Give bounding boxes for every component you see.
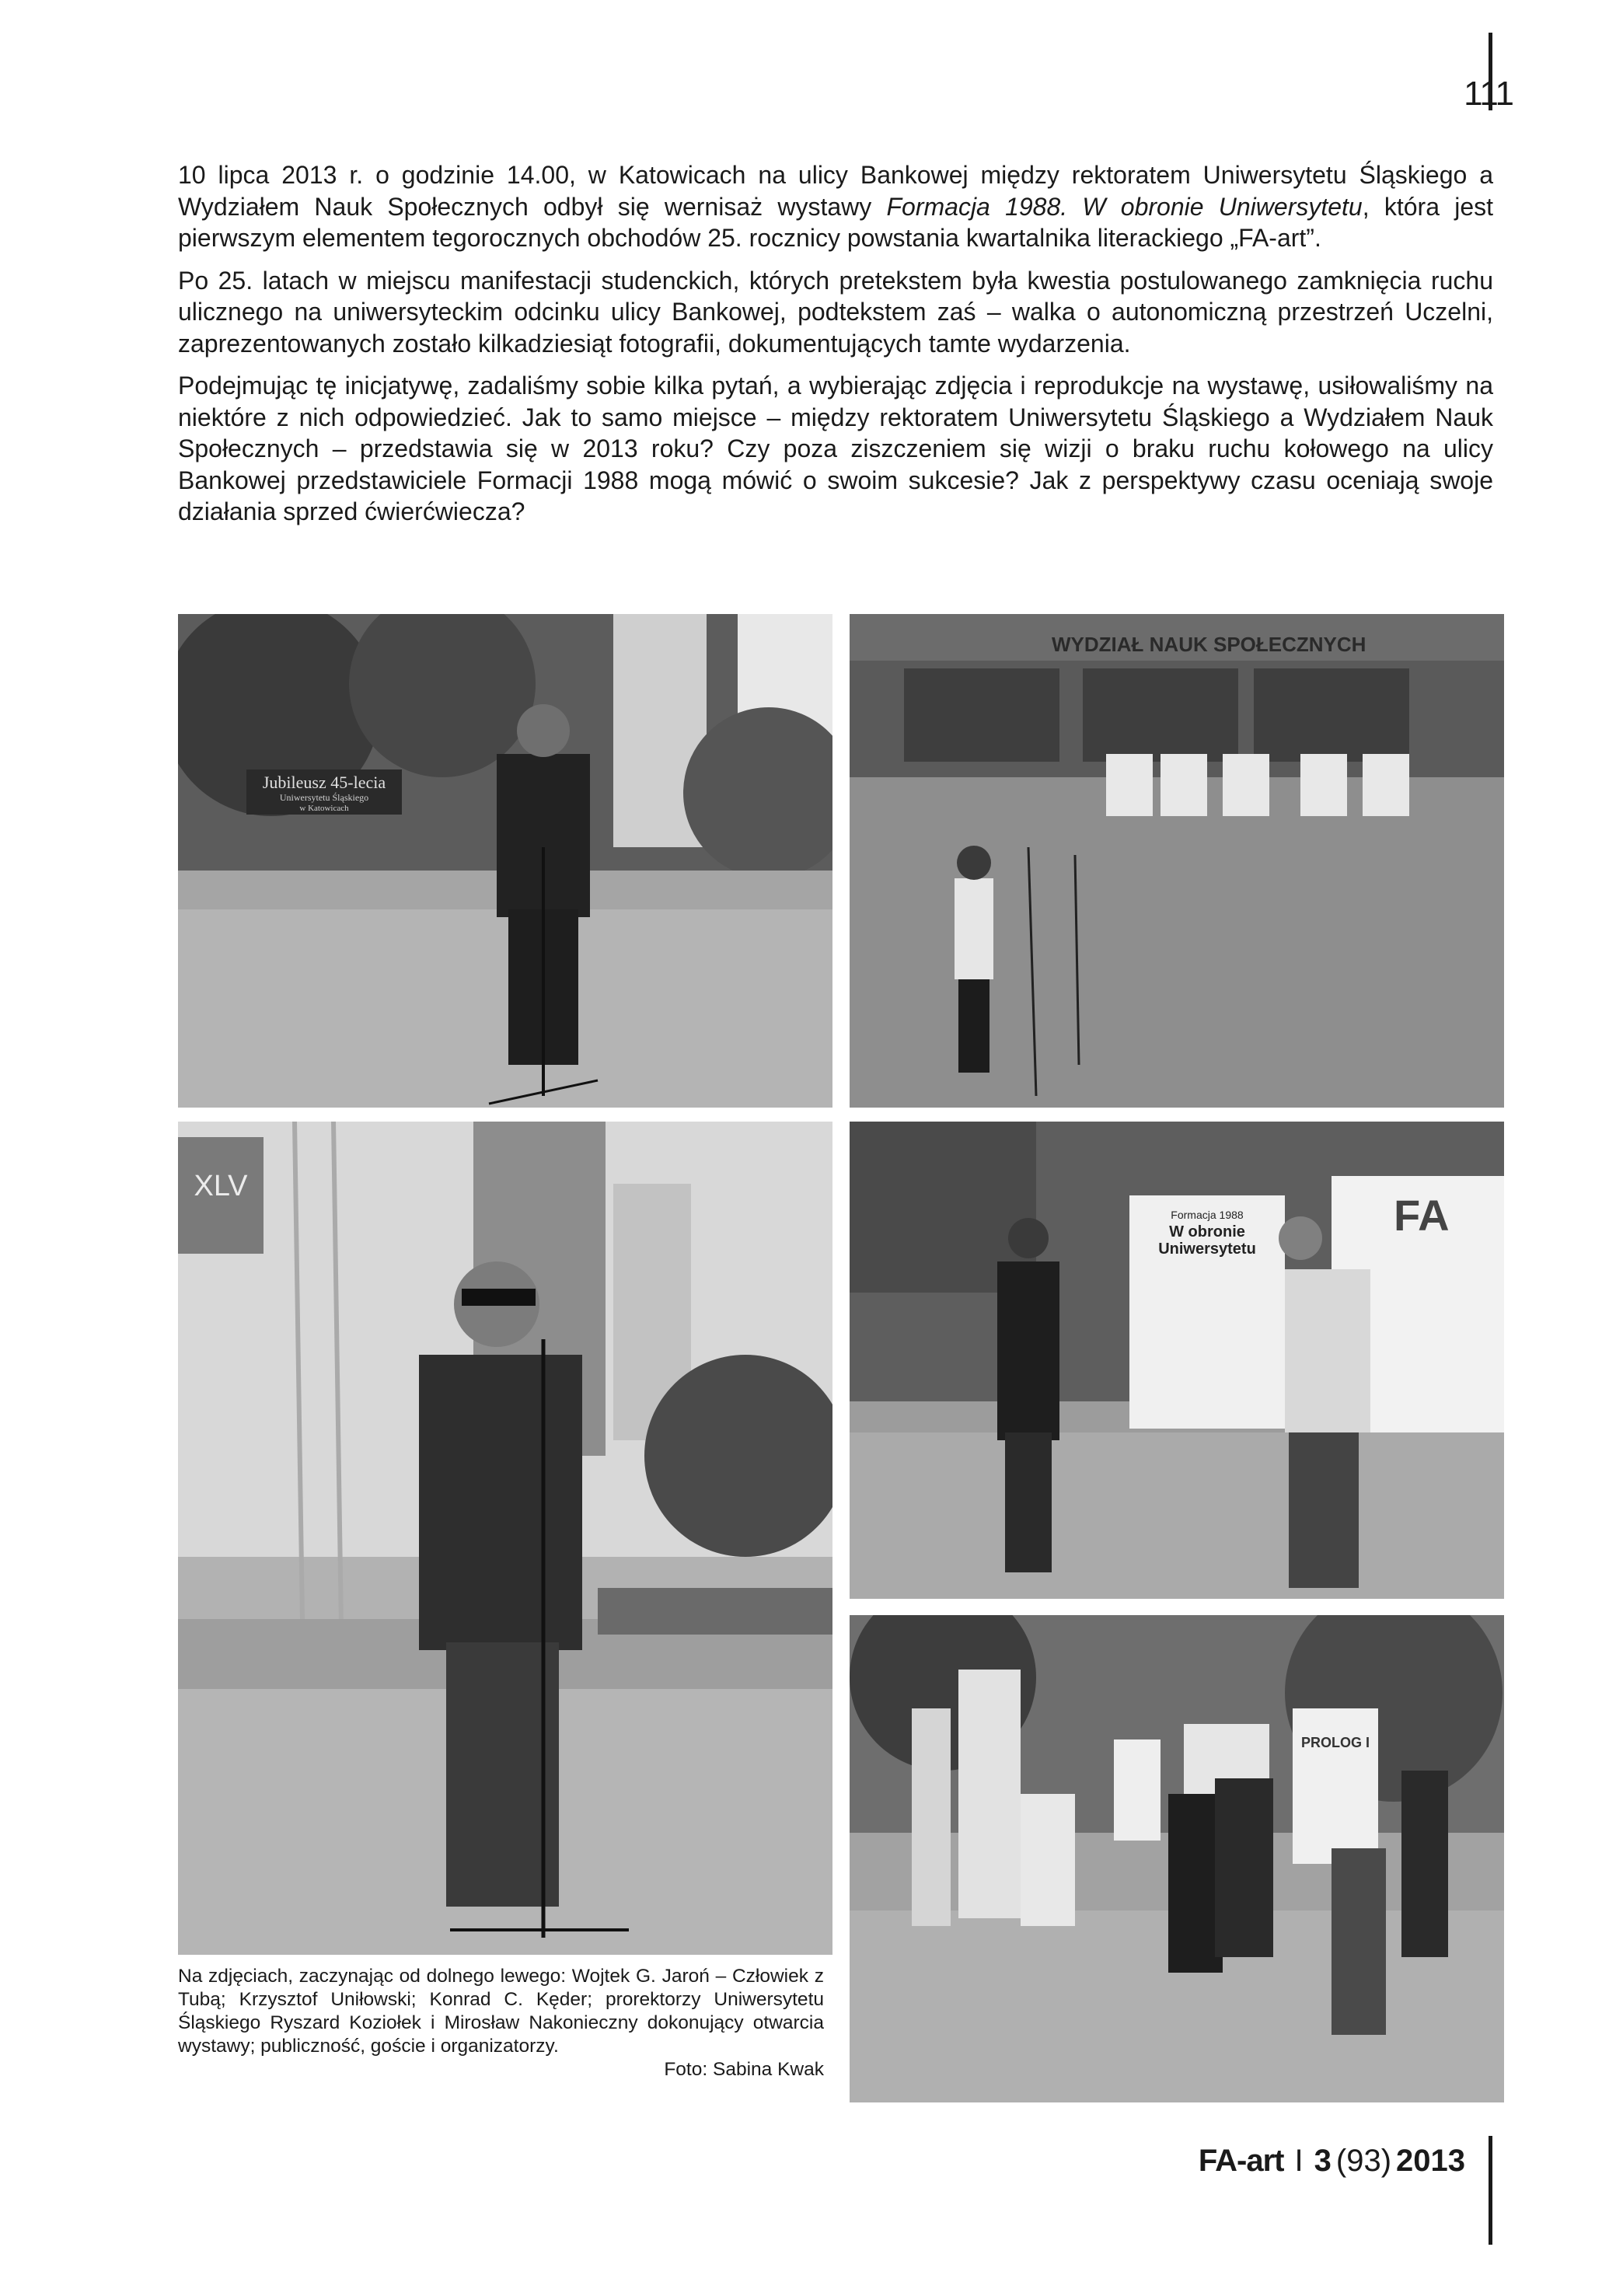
- paragraph-text: Po 25. latach w miejscu manifestacji studenckich, których pretekstem była kwestia postulowanego zamknięcia ruchu ulicznego na uniwersyteckim odcinku ulicy Bankowej, podtekstem zaś – walka o autonomiczną przestrzeń Uczelni, zaprezentowanych zostało kilkadziesiąt fotografii, dokumentujących tamte wydarzenia.: [178, 266, 1493, 358]
- italic-title: Formacja 1988. W obronie Uniwersytetu: [886, 192, 1363, 221]
- photo-caption: [178, 1965, 824, 2081]
- issue-year: 2013: [1396, 2144, 1465, 2178]
- poster-fa: FA: [1394, 1191, 1450, 1240]
- banner-line1: Jubileusz 45-lecia: [262, 773, 386, 792]
- article-paragraph: [178, 159, 1493, 254]
- issue-sequence: (93): [1335, 2144, 1392, 2178]
- journal-brand: FA-art: [1198, 2144, 1284, 2178]
- photo-prorector-speech: [178, 614, 832, 1108]
- paragraph-text: Podejmując tę inicjatywę, zadaliśmy sobie kilka pytań, a wybierając zdjęcia i reprodukcje na wystawę, usiłowaliśmy na niektóre z nich odpowiedzieć. Jak to samo miejsce – między rektoratem Uniwersytetu Śląskiego a Wydziałem Nauk Społecznych – przedstawia się w 2013 roku? Czy poza ziszczeniem się wizji o braku ruchu kołowego na ulicy Bankowej przedstawiciele Formacji 1988 mogą mówić o swoim sukcesie? Jak z perspektywy czasu oceniają swoje działania sprzed ćwierćwiecza?: [178, 372, 1493, 525]
- article-paragraph: [178, 265, 1493, 360]
- photo-credit: Foto: Sabina Kwak: [664, 2059, 824, 2080]
- issue-number: 3: [1314, 2144, 1332, 2178]
- banner-line2: Uniwersytetu Śląskiego: [279, 792, 369, 803]
- poster-line2: W obronie: [1169, 1223, 1245, 1240]
- bottom-rule: [1489, 2136, 1492, 2245]
- photo-man-with-microphone: [178, 1122, 832, 1955]
- paragraph-text: 10 lipca 2013 r. o godzinie 14.00, w Katowicach na ulicy Bankowej między rektoratem Uniwersytetu Śląskiego a Wydziałem Nauk Społecznych odbył się wernisaż wystawy: [178, 161, 1493, 221]
- photo-speaker-microphones: [850, 614, 1504, 1108]
- poster-prolog: PROLOG I: [1300, 1735, 1370, 1750]
- photo-audience-exhibition: [850, 1615, 1504, 2102]
- footer-separator: I: [1294, 2144, 1304, 2178]
- article-paragraph: [178, 370, 1493, 528]
- poster-line3: Uniwersytetu: [1158, 1240, 1256, 1258]
- journal-footer: [1199, 2144, 1465, 2179]
- caption-text: Na zdjęciach, zaczynając od dolnego lewego: Wojtek G. Jaroń – Człowiek z Tubą; Krzysztof Uniłowski; Konrad C. Kęder; prorektorzy Uniwersytetu Śląskiego Ryszard Koziołek i Mirosław Nakonieczny dokonujący otwarcia wystawy; publiczność, goście i organizatorzy.: [178, 1966, 824, 2057]
- page-number: 111: [1464, 75, 1513, 113]
- photo-man-with-megaphone: [850, 1122, 1504, 1599]
- paragraph-text: , która jest pierwszym elementem tegorocznych obchodów 25. rocznicy powstania kwartalnika literackiego „FA-art”.: [178, 192, 1494, 252]
- facade-lettering: WYDZIAŁ NAUK SPOŁECZNYCH: [1052, 633, 1366, 656]
- banner-xlv: XLV: [194, 1170, 248, 1202]
- poster-line1: Formacja 1988: [1171, 1209, 1244, 1221]
- banner-line3: w Katowicach: [299, 804, 349, 813]
- article-body: [178, 159, 1493, 539]
